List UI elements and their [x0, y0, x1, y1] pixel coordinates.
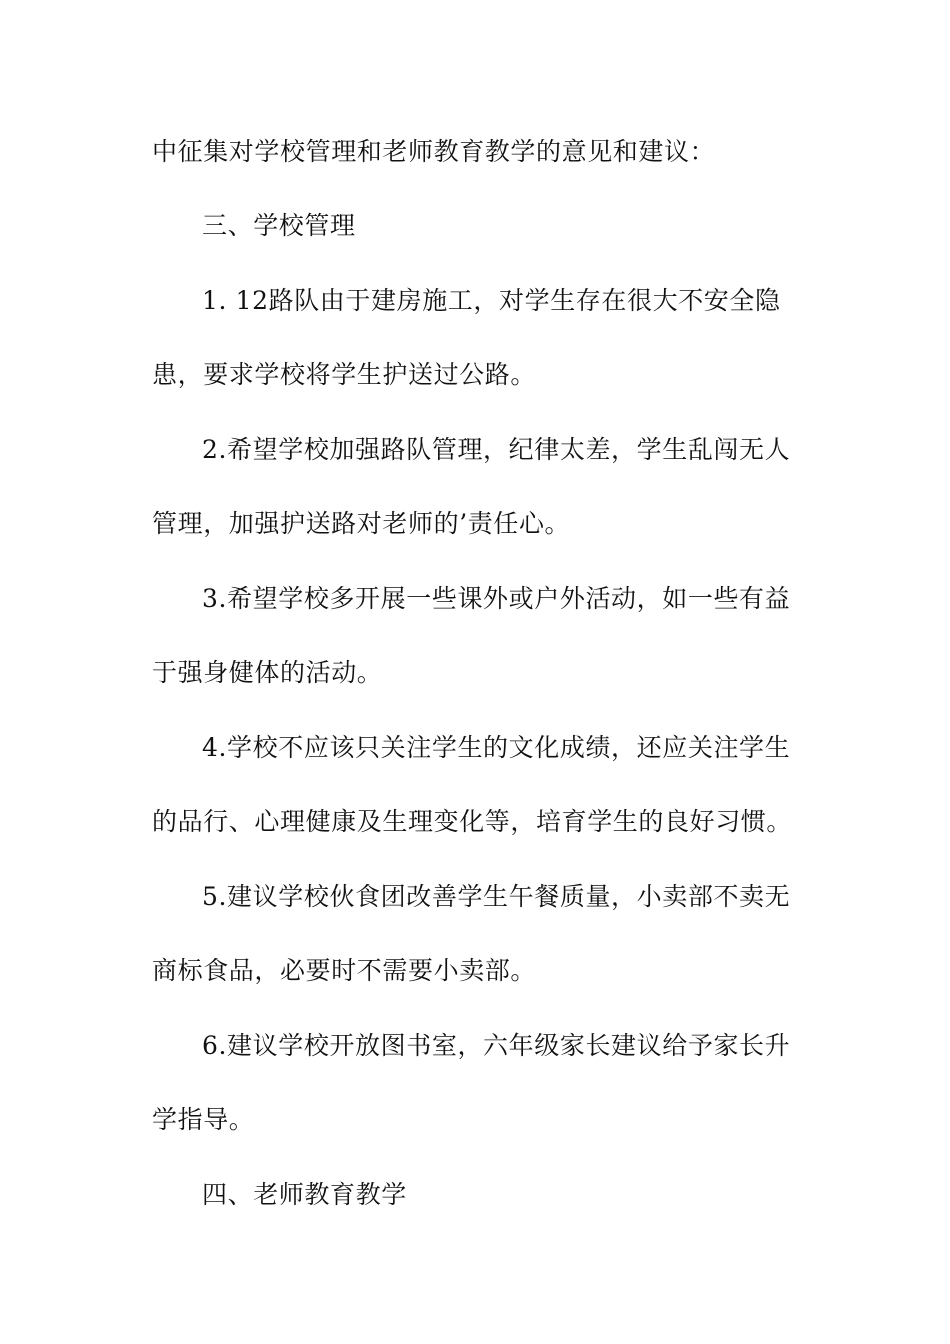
item-5-line-2: 商标食品，必要时不需要小卖部。: [152, 956, 537, 985]
item-2-line-1: 2.希望学校加强路队管理，纪律太差，学生乱闯无人: [202, 435, 791, 464]
item-6-line-2: 学指导。: [152, 1105, 255, 1134]
item-1-line-2: 患，要求学校将学生护送过公路。: [152, 360, 537, 389]
item-1-line-1: 1. 12路队由于建房施工，对学生存在很大不安全隐: [202, 286, 781, 315]
item-5-line-1: 5.建议学校伙食团改善学生午餐质量，小卖部不卖无: [202, 882, 791, 911]
item-3-line-2: 于强身健体的活动。: [152, 658, 383, 687]
item-2-line-2: 管理，加强护送路对老师的’责任心。: [152, 509, 571, 538]
section-heading-school-management: 三、学校管理: [202, 211, 356, 240]
item-3-line-1: 3.希望学校多开展一些课外或户外活动，如一些有益: [202, 584, 791, 613]
item-4-line-1: 4.学校不应该只关注学生的文化成绩，还应关注学生: [202, 733, 791, 762]
text-line-intro-continuation: 中征集对学校管理和老师教育教学的意见和建议：: [152, 137, 716, 166]
item-4-line-2: 的品行、心理健康及生理变化等，培育学生的良好习惯。: [152, 807, 793, 836]
section-heading-teacher-teaching: 四、老师教育教学: [202, 1180, 407, 1209]
item-6-line-1: 6.建议学校开放图书室，六年级家长建议给予家长升: [202, 1031, 791, 1060]
